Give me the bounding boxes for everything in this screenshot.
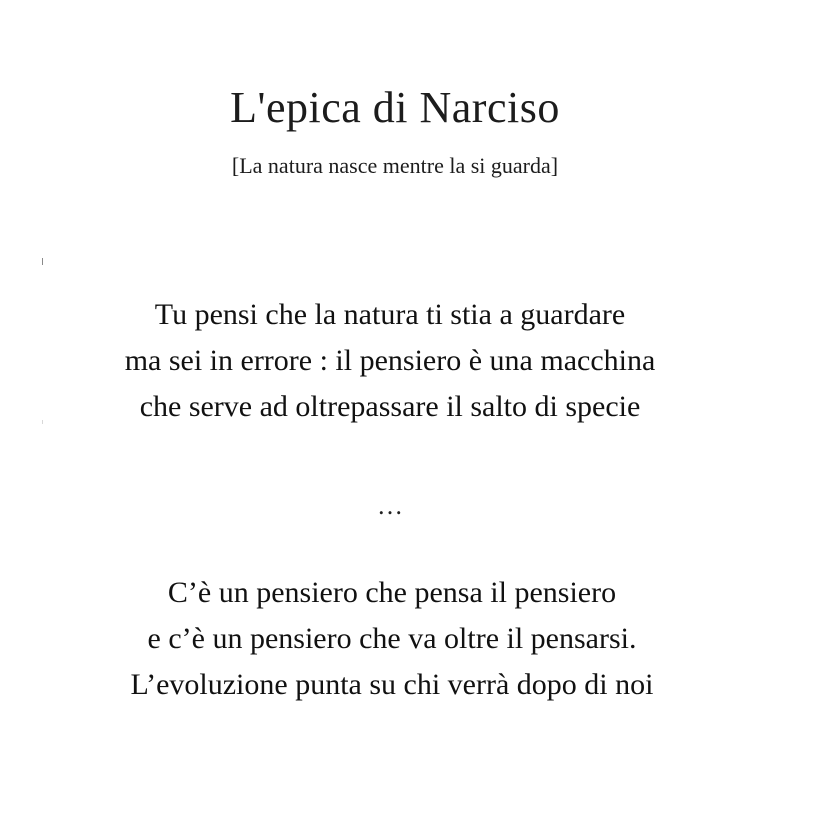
stanza-2 — [2, 570, 782, 708]
stanza-1-line-1: Tu pensi che la natura ti stia a guardare — [154, 298, 626, 331]
stanza-2-line-2: e c’è un pensiero che va oltre il pensarsi. — [147, 622, 637, 655]
poem-title: L'epica di Narciso — [230, 83, 560, 132]
stanza-1 — [0, 292, 780, 430]
stanza-2-line-3: L’evoluzione punta su chi verrà dopo di noi — [130, 668, 654, 701]
stanza-2-line-1: C’è un pensiero che pensa il pensiero — [167, 576, 617, 609]
stanza-1-line-3: che serve ad oltrepassare il salto di specie — [139, 390, 641, 423]
stanza-separator: … — [377, 491, 403, 520]
stanza-1-line-2: ma sei in errore : il pensiero è una macchina — [124, 344, 656, 377]
margin-mark — [42, 258, 43, 265]
poem-subtitle: [La natura nasce mentre la si guarda] — [231, 153, 559, 178]
